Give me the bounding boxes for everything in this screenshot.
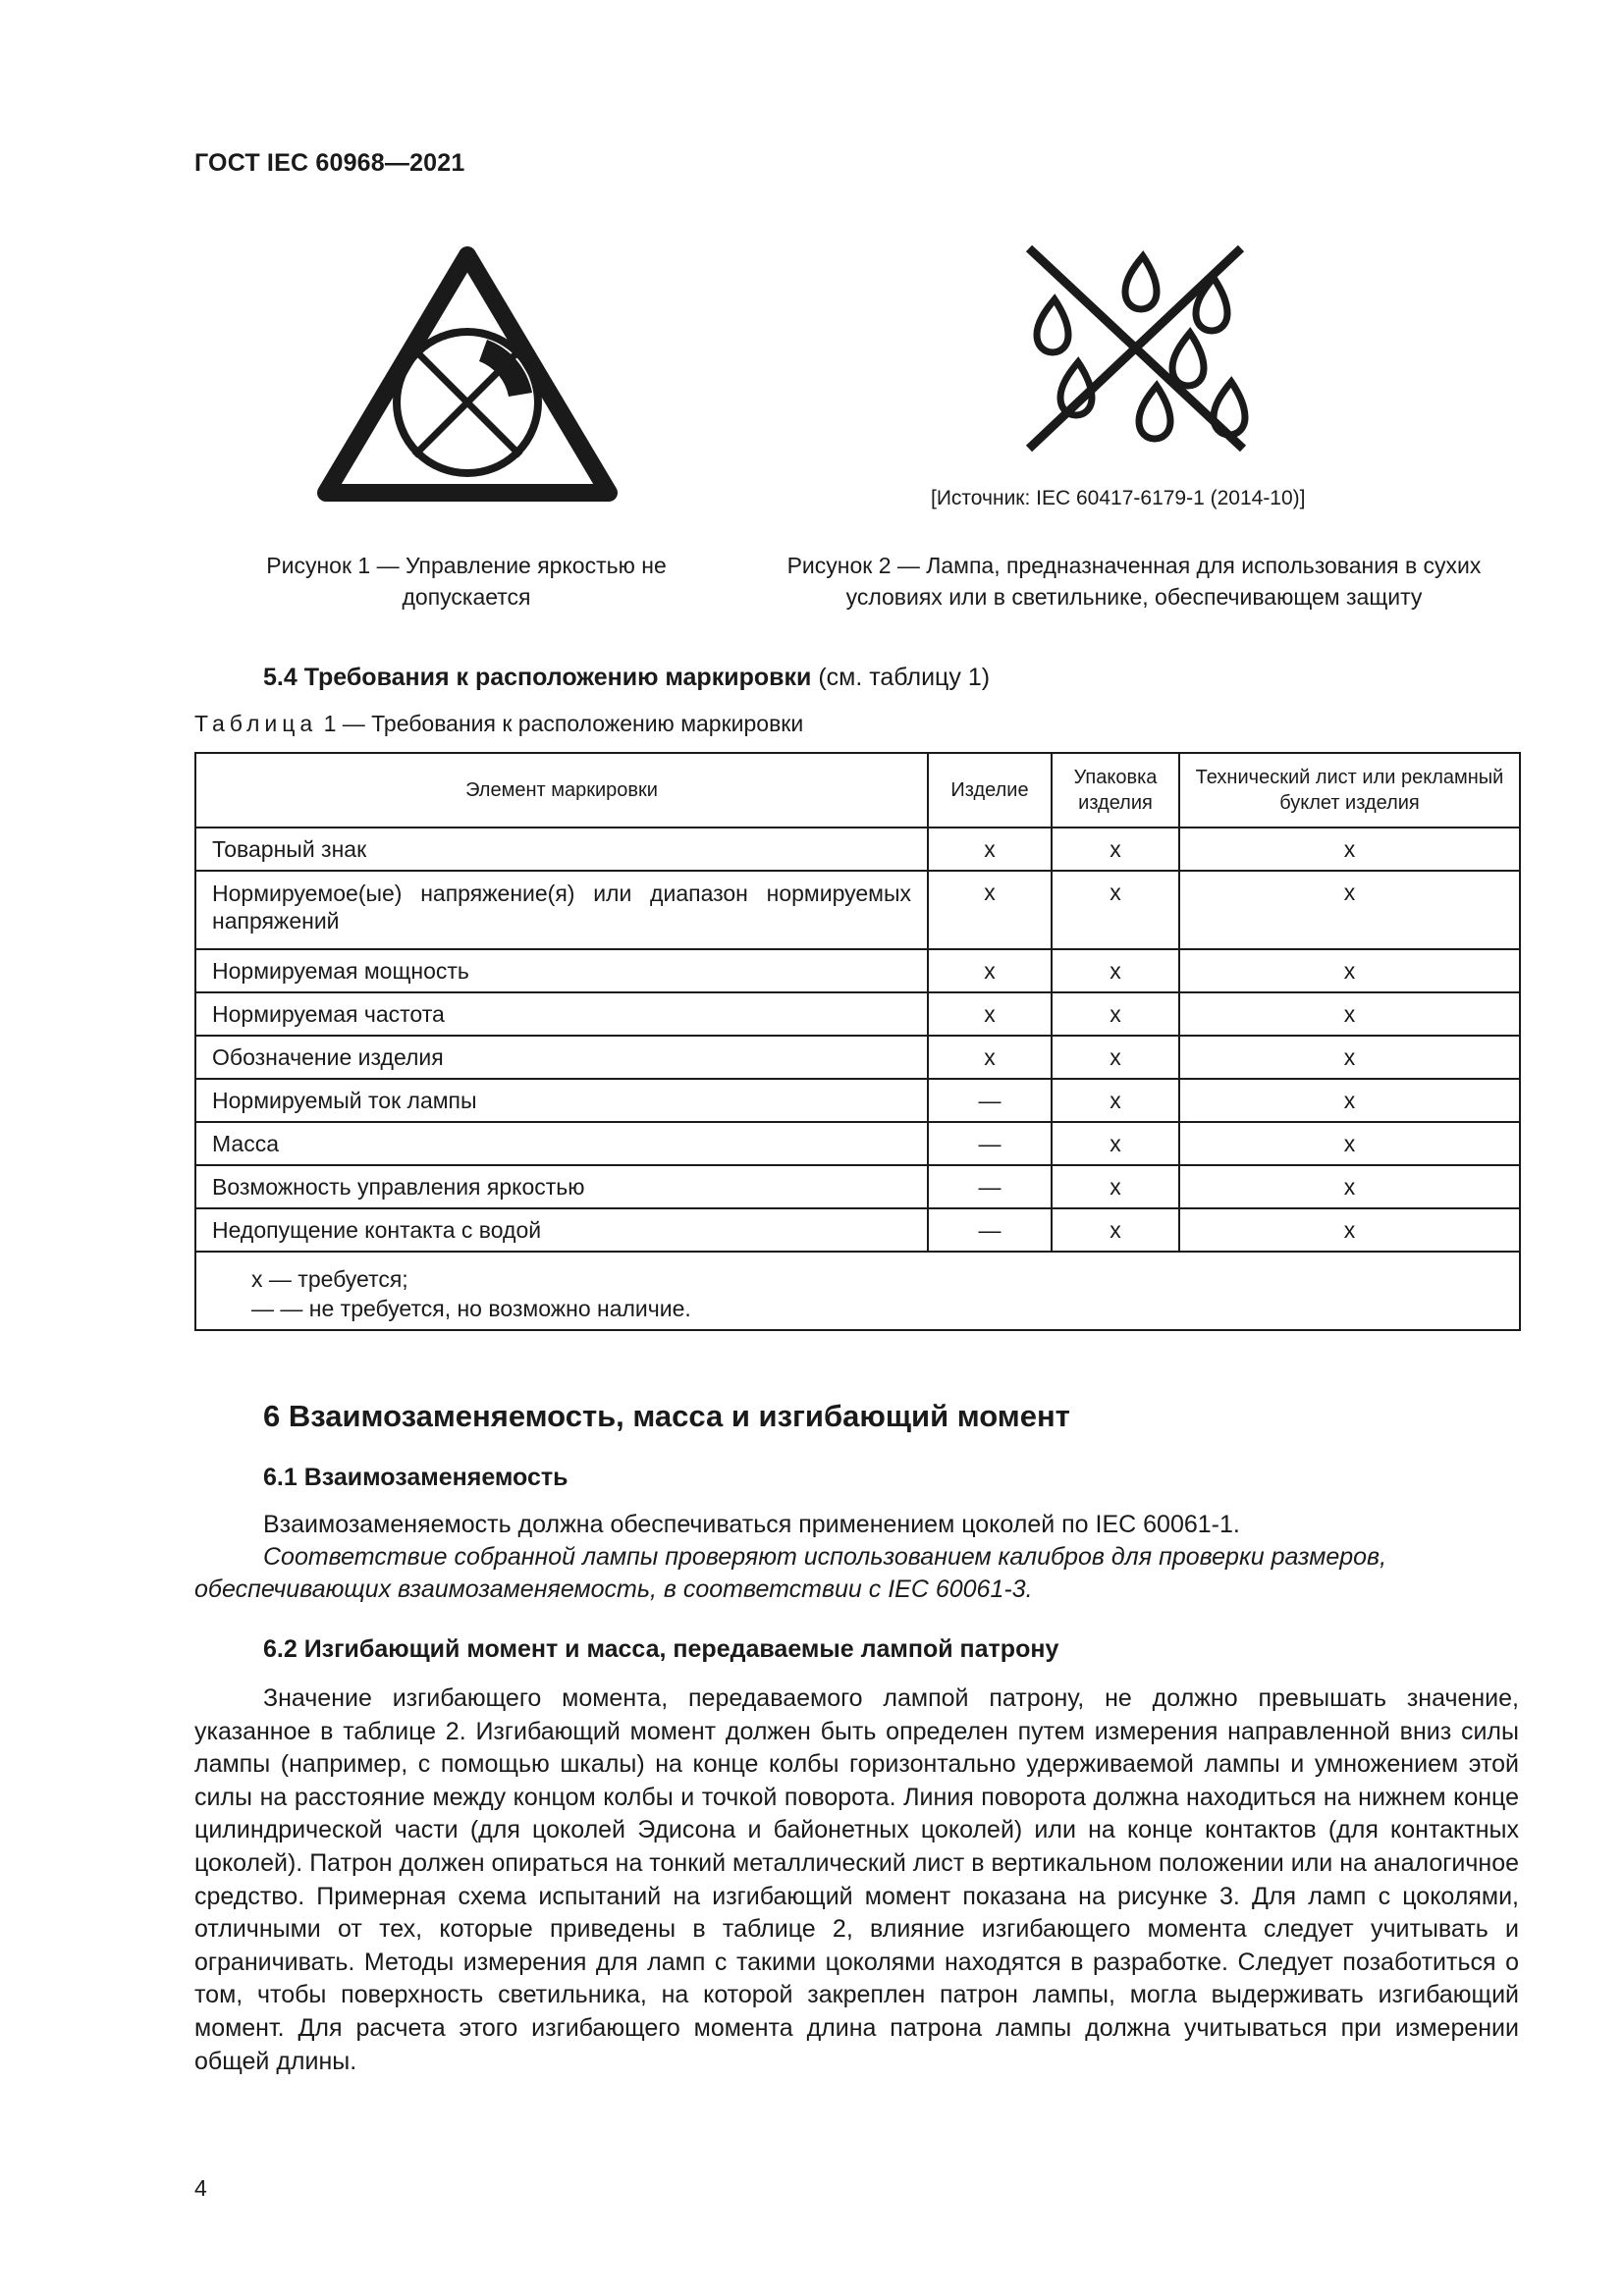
cell-package: x [1052,1036,1179,1079]
cell-package: x [1052,1079,1179,1122]
figure-2-source: [Источник: IEC 60417-6179-1 (2014-10)] [931,487,1306,509]
cell-product: — [928,1079,1052,1122]
cell-product: x [928,1036,1052,1079]
table-1-caption: 1 — Требования к расположению маркировки [323,711,804,736]
section-5-4-reference: (см. таблицу 1) [818,664,991,691]
cell-sheet: x [1179,949,1520,992]
legend-not-required: — — не требуется, но возможно наличие. [251,1296,691,1321]
document-header: ГОСТ IEC 60968—2021 [194,149,465,177]
cell-package: x [1052,828,1179,871]
table-header-row [195,753,1520,828]
section-6-1-italic-paragraph [194,1541,1519,1606]
cell-product: x [928,949,1052,992]
cell-item: Нормируемый ток лампы [195,1079,928,1122]
table-row [195,949,1520,992]
column-header: Изделие [928,753,1052,828]
table-row [195,1208,1520,1252]
cell-sheet: x [1179,1036,1520,1079]
page-number: 4 [194,2175,207,2201]
section-6-2-heading: 6.2 Изгибающий момент и масса, передаваемые лампой патрону [263,1635,1059,1663]
cell-sheet: x [1179,1208,1520,1252]
cell-product: x [928,992,1052,1036]
section-5-4-title: 5.4 Требования к расположению маркировки [263,664,812,691]
section-6-2-paragraph: Значение изгибающего момента, передаваемого лампой патрону, не должно превышать значение, указанное в таблице 2. Изгибающий момент должен быть определен путем измерения направленной вниз силы лампы (например, с помощью шкалы) на конце колбы горизонтально удерживаемой лампы и умножением этой силы на расстояние между концом колбы и точкой поворота. Линия поворота должна находиться на нижнем конце цилиндрической части (для цоколей Эдисона и байонетных цоколей) или на конце контактов (для контактных цоколей). Патрон должен опираться на тонкий металлический лист в вертикальном положении или на аналогичное средство. Примерная схема испытаний на изгибающий момент показана на рисунке 3. Для ламп с цоколями, отличными от тех, которые приведены в таблице 2, влияние изгибающего момента следует учитывать и ограничивать. Методы измерения для ламп с такими цоколями находятся в разработке. Следует позаботиться о том, чтобы поверхность светильника, на которой закреплен патрон лампы, могла выдерживать изгибающий момент. Для расчета этого изгибающего момента длина патрона лампы должна учитываться при измерении общей длины. [194,1684,1519,2075]
table-row [195,1165,1520,1208]
table-row [195,871,1520,949]
figure-2-caption: Рисунок 2 — Лампа, предназначенная для использования в сухих условиях или в светильнике, обеспечивающем защиту [786,553,1482,610]
no-water-contact-symbol-icon [1017,239,1253,456]
cell-package: x [1052,871,1179,949]
cell-item: Возможность управления яркостью [195,1165,928,1208]
cell-package: x [1052,1208,1179,1252]
marking-requirements-table [194,752,1521,1331]
cell-package: x [1052,1165,1179,1208]
cell-product: x [928,828,1052,871]
table-row [195,1036,1520,1079]
table-legend [195,1252,1520,1330]
cell-item: Недопущение контакта с водой [195,1208,928,1252]
table-row [195,828,1520,871]
section-6-1-heading: 6.1 Взаимозаменяемость [263,1464,568,1491]
cell-package: x [1052,1122,1179,1165]
section-6-1-compliance-text: Соответствие собранной лампы проверяют использованием калибров для проверки размеров, обеспечивающих взаимозаменяемость, в соответствии с IEC 60061-3. [194,1543,1387,1603]
column-header: Элемент маркировки [195,753,928,828]
section-6-1-body [194,1509,1519,1606]
cell-product: — [928,1165,1052,1208]
cell-item: Обозначение изделия [195,1036,928,1079]
table-row [195,1122,1520,1165]
cell-sheet: x [1179,828,1520,871]
cell-sheet: x [1179,992,1520,1036]
cell-product: x [928,871,1052,949]
cell-package: x [1052,992,1179,1036]
column-header: Технический лист или рекламный буклет изделия [1179,753,1520,828]
cell-sheet: x [1179,1079,1520,1122]
column-header: Упаковка изделия [1052,753,1179,828]
cell-item: Масса [195,1122,928,1165]
cell-item: Нормируемая частота [195,992,928,1036]
section-6-heading: 6 Взаимозаменяемость, масса и изгибающий момент [263,1399,1070,1433]
section-5-4-heading [263,664,990,692]
cell-sheet: x [1179,1165,1520,1208]
cell-item: Нормируемое(ые) напряжение(я) или диапазон нормируемых напряжений [195,871,928,949]
cell-product: — [928,1208,1052,1252]
cell-package: x [1052,949,1179,992]
table-legend-row [195,1252,1520,1330]
no-dimming-symbol-icon [316,245,619,510]
section-6-1-paragraph: Взаимозаменяемость должна обеспечиваться применением цоколей по IEC 60061-1. [263,1511,1240,1538]
cell-item: Товарный знак [195,828,928,871]
legend-required: x — требуется; [251,1266,408,1292]
cell-product: — [928,1122,1052,1165]
cell-sheet: x [1179,1122,1520,1165]
table-1-title [194,711,803,737]
table-1-label: Таблица [194,711,318,736]
cell-item: Нормируемая мощность [195,949,928,992]
table-row [195,992,1520,1036]
figure-1-caption: Рисунок 1 — Управление яркостью не допускается [266,553,667,610]
table-row [195,1079,1520,1122]
cell-sheet: x [1179,871,1520,949]
